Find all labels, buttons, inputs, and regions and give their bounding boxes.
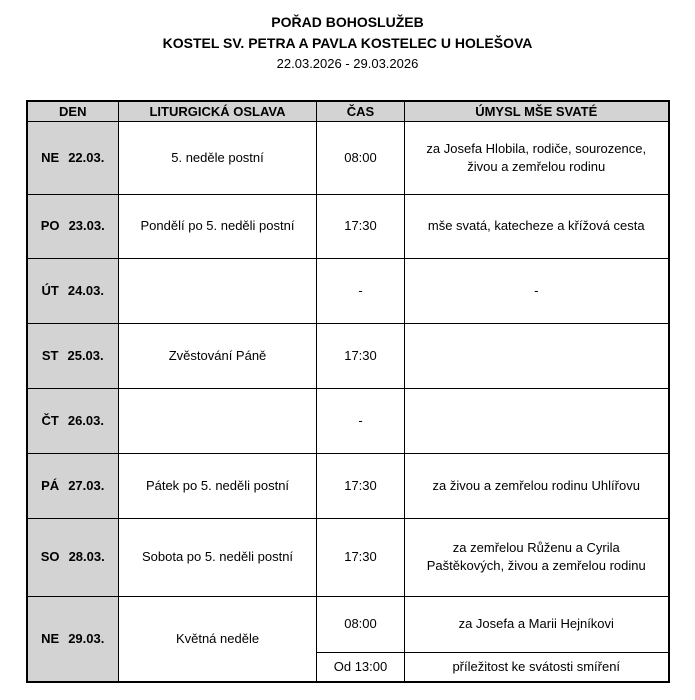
celebration-cell: 5. neděle postní	[119, 121, 317, 194]
day-date: 22.03.	[68, 149, 105, 165]
table-row	[27, 596, 669, 652]
schedule-table	[26, 100, 670, 684]
time-cell: -	[317, 258, 405, 323]
time-cell: 08:00	[317, 121, 405, 194]
celebration-cell	[119, 388, 317, 453]
day-cell	[27, 258, 119, 323]
intention-cell: za zemřelou Růženu a Cyrila Paštěkových, živou a zemřelou rodinu	[405, 518, 669, 596]
day-date: 27.03.	[68, 477, 105, 493]
celebration-cell: Pondělí po 5. neděli postní	[119, 194, 317, 258]
day-date: 28.03.	[68, 549, 105, 565]
time-cell: 17:30	[317, 323, 405, 388]
day-cell	[27, 194, 119, 258]
intention-cell: za Josefa a Marii Hejníkovi	[405, 596, 669, 652]
day-date: 29.03.	[68, 630, 105, 646]
time-cell: 17:30	[317, 453, 405, 518]
day-abbrev: SO	[40, 549, 60, 565]
day-abbrev: PO	[40, 218, 60, 234]
day-cell	[27, 518, 119, 596]
time-cell: 17:30	[317, 194, 405, 258]
celebration-cell: Květná neděle	[119, 596, 317, 682]
time-cell: 08:00	[317, 596, 405, 652]
column-header-cas: ČAS	[317, 101, 405, 122]
celebration-cell: Sobota po 5. neděli postní	[119, 518, 317, 596]
table-row	[27, 453, 669, 518]
date-range: 22.03.2026 - 29.03.2026	[276, 56, 419, 71]
church-name: KOSTEL SV. PETRA A PAVLA KOSTELEC U HOLEŠOVA	[162, 35, 533, 51]
celebration-cell: Zvěstování Páně	[119, 323, 317, 388]
table-row	[27, 388, 669, 453]
celebration-cell	[119, 258, 317, 323]
table-row	[27, 258, 669, 323]
time-cell: Od 13:00	[317, 652, 405, 682]
day-abbrev: PÁ	[41, 477, 60, 493]
table-row	[27, 121, 669, 194]
day-cell	[27, 121, 119, 194]
document-header	[0, 0, 695, 74]
table-row	[27, 518, 669, 596]
day-abbrev: ST	[41, 347, 59, 363]
intention-cell	[405, 388, 669, 453]
column-header-den: DEN	[27, 101, 119, 122]
day-abbrev: NE	[41, 149, 60, 165]
day-abbrev: ÚT	[41, 282, 59, 298]
table-header-row	[27, 101, 669, 122]
day-date: 25.03.	[67, 347, 104, 363]
table-row	[27, 323, 669, 388]
intention-cell: mše svatá, katecheze a křížová cesta	[405, 194, 669, 258]
day-cell	[27, 596, 119, 682]
day-date: 26.03.	[67, 412, 104, 428]
intention-cell: za Josefa Hlobila, rodiče, sourozence, živou a zemřelou rodinu	[405, 121, 669, 194]
day-abbrev: NE	[41, 630, 60, 646]
day-cell	[27, 323, 119, 388]
time-cell: -	[317, 388, 405, 453]
day-date: 24.03.	[67, 282, 104, 298]
celebration-cell: Pátek po 5. neděli postní	[119, 453, 317, 518]
time-cell: 17:30	[317, 518, 405, 596]
day-cell	[27, 388, 119, 453]
intention-cell: -	[405, 258, 669, 323]
column-header-liturgicka-oslava: LITURGICKÁ OSLAVA	[119, 101, 317, 122]
intention-cell	[405, 323, 669, 388]
intention-cell: příležitost ke svátosti smíření	[405, 652, 669, 682]
column-header-umysl: ÚMYSL MŠE SVATÉ	[405, 101, 669, 122]
day-date: 23.03.	[68, 218, 105, 234]
day-abbrev: ČT	[41, 412, 59, 428]
page-title: POŘAD BOHOSLUŽEB	[271, 14, 424, 30]
intention-cell: za živou a zemřelou rodinu Uhlířovu	[405, 453, 669, 518]
day-cell	[27, 453, 119, 518]
table-row	[27, 194, 669, 258]
